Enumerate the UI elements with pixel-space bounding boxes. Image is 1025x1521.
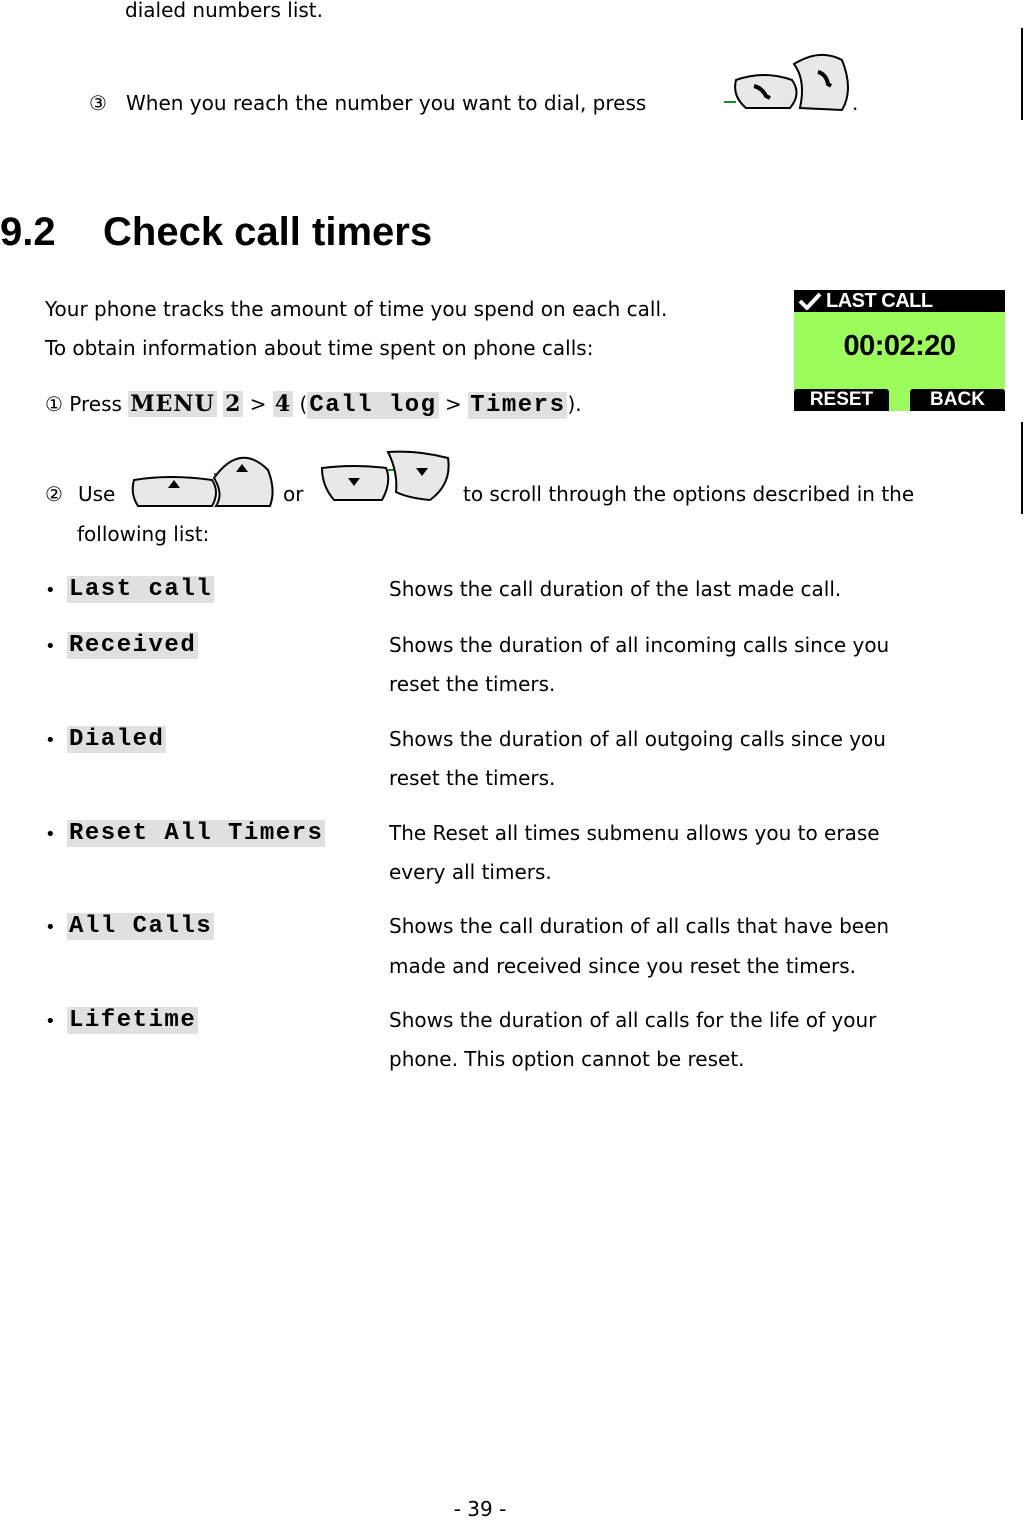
bullet: •: [45, 636, 56, 657]
back-softkey[interactable]: BACK: [910, 389, 1005, 411]
step2-marker: ②: [45, 482, 63, 506]
option-desc-line2: made and received since you reset the timers.: [389, 954, 857, 978]
page-number: - 39 -: [453, 1497, 507, 1521]
close-paren: ).: [567, 392, 582, 416]
step3-text: When you reach the number you want to dial, press: [126, 91, 647, 115]
step2-line2: following list:: [77, 522, 210, 546]
menu-key: MENU: [130, 391, 215, 417]
option-desc-line2: reset the timers.: [389, 672, 556, 696]
option-received: Received: [69, 632, 197, 659]
option-desc-line2: every all timers.: [389, 860, 552, 884]
up-nav-key-icon: [130, 450, 275, 510]
intro-line-2: To obtain information about time spent on phone calls:: [45, 336, 594, 360]
reset-softkey[interactable]: RESET: [794, 389, 889, 411]
step1-marker: ①: [45, 392, 63, 416]
section-title: Check call timers: [103, 210, 433, 254]
continued-text: dialed numbers list.: [125, 0, 323, 22]
screen-title-bar: [794, 290, 1005, 312]
step3-marker: ③: [89, 91, 107, 115]
open-paren: (: [299, 392, 308, 416]
step2-or: or: [283, 482, 304, 506]
key-2: 2: [225, 391, 242, 417]
option-dialed: Dialed: [69, 726, 165, 753]
intro-line-1: Your phone tracks the amount of time you spend on each call.: [45, 297, 668, 321]
call-log-menu: Call log: [309, 392, 437, 419]
step3-end: .: [852, 91, 859, 115]
bullet: •: [45, 917, 56, 938]
step2-rest: to scroll through the options described in the: [463, 482, 915, 506]
key-4: 4: [274, 391, 292, 417]
separator: >: [444, 392, 462, 416]
separator: >: [249, 392, 267, 416]
option-desc: Shows the call duration of all calls that have been: [389, 914, 890, 938]
option-desc: The Reset all times submenu allows you to erase: [389, 821, 880, 845]
option-desc: Shows the call duration of the last made call.: [389, 577, 842, 601]
bullet: •: [45, 580, 56, 601]
option-desc: Shows the duration of all calls for the life of your: [389, 1008, 877, 1032]
step1-line: [45, 391, 582, 419]
step2-use: Use: [78, 482, 116, 506]
timers-menu: Timers: [470, 392, 566, 419]
option-desc: Shows the duration of all outgoing calls since you: [389, 727, 886, 751]
bullet: •: [45, 824, 56, 845]
option-desc-line2: reset the timers.: [389, 766, 556, 790]
margin-rule: [1021, 422, 1023, 514]
check-icon: [798, 292, 822, 310]
screen-timer: 00:02:20: [843, 330, 956, 362]
bullet: •: [45, 730, 56, 751]
section-number: 9.2: [0, 210, 56, 254]
phone-screen: [794, 290, 1005, 411]
step1-press: Press: [69, 392, 122, 416]
option-desc: Shows the duration of all incoming calls since you: [389, 633, 890, 657]
option-all-calls: All Calls: [69, 913, 213, 940]
screen-title: LAST CALL: [826, 290, 933, 312]
down-nav-key-icon: [318, 448, 453, 504]
option-desc-line2: phone. This option cannot be reset.: [389, 1047, 745, 1071]
bullet: •: [45, 1011, 56, 1032]
option-reset-all-timers: Reset All Timers: [69, 820, 324, 847]
margin-rule: [1021, 28, 1023, 120]
call-key-icon: [724, 50, 854, 112]
option-last-call: Last call: [69, 576, 213, 603]
option-lifetime: Lifetime: [69, 1007, 197, 1034]
